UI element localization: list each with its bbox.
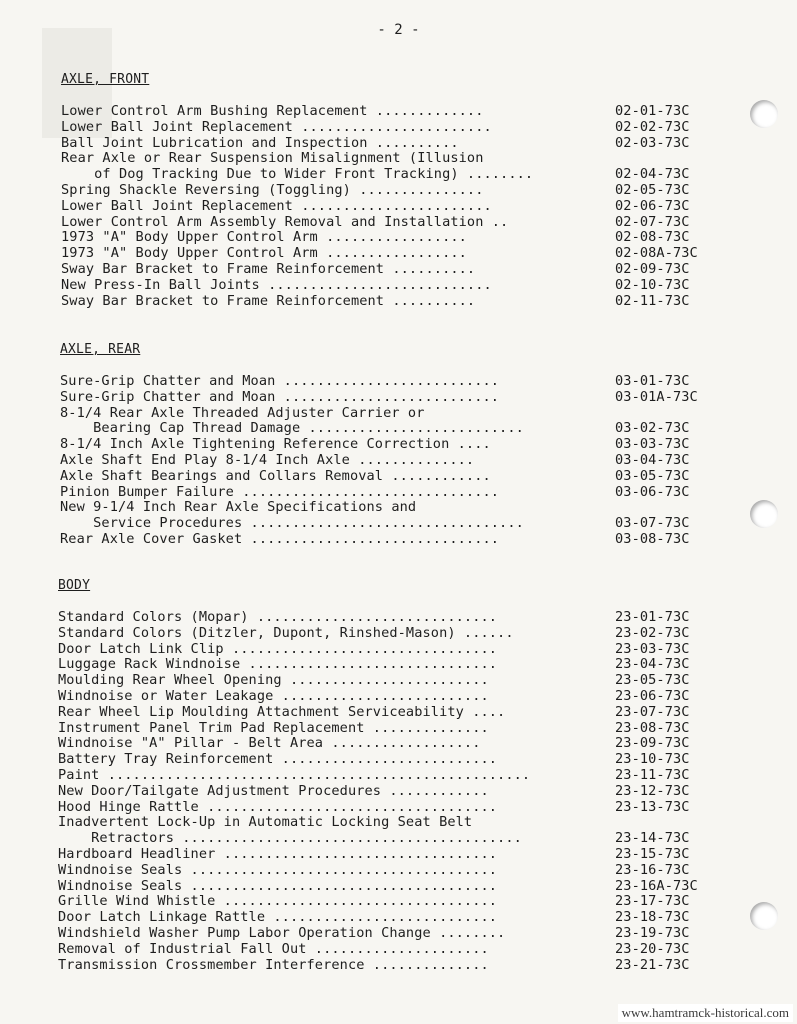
entry-title: Axle Shaft End Play 8-1/4 Inch Axle ..............	[60, 452, 475, 468]
bulletin-number: 02-05-73C	[615, 182, 690, 198]
punch-hole-top	[750, 100, 778, 128]
bulletin-number: 02-10-73C	[615, 276, 690, 293]
bulletin-number: 23-10-73C	[615, 751, 690, 768]
bulletin-number: 03-07-73C	[615, 515, 690, 532]
bulletin-number: 02-02-73C	[615, 118, 690, 135]
entry-title: Windnoise "A" Pillar - Belt Area ..................	[58, 735, 481, 752]
entry-title: Paint ...................................................	[58, 767, 531, 783]
entry-title: Luggage Rack Windnoise ..............................	[58, 656, 498, 673]
bulletin-number: 23-02-73C	[615, 624, 690, 641]
bulletin-number: 23-18-73C	[615, 909, 690, 926]
entry-title: 1973 "A" Body Upper Control Arm .................	[61, 229, 467, 246]
bulletin-number: 23-08-73C	[615, 719, 690, 736]
entry-title: Spring Shackle Reversing (Toggling) ...............	[61, 182, 484, 198]
bulletin-number: 23-15-73C	[615, 846, 690, 862]
bulletin-number: 23-06-73C	[615, 688, 690, 704]
entry-title: Windnoise or Water Leakage .........................	[58, 688, 489, 704]
entry-title: Door Latch Link Clip ................................	[58, 640, 498, 657]
entry-title: Hardboard Headliner .................................	[58, 846, 498, 862]
bulletin-number: 02-06-73C	[615, 197, 690, 214]
entry-title: New 9-1/4 Inch Rear Axle Specifications and Service Procedures .................................	[60, 499, 524, 532]
entry-title: Standard Colors (Mopar) .............................	[58, 609, 498, 625]
bulletin-number: 02-01-73C	[615, 103, 690, 119]
entry-title: Pinion Bumper Failure ...............................	[60, 483, 500, 500]
bulletin-number: 23-05-73C	[615, 672, 690, 689]
bulletin-number: 23-12-73C	[615, 782, 690, 799]
entry-title: Sure-Grip Chatter and Moan ..........................	[60, 373, 500, 389]
entry-title: Windshield Washer Pump Labor Operation Change ........	[58, 925, 506, 941]
entry-title: Sway Bar Bracket to Frame Reinforcement ..........	[61, 261, 476, 277]
entry-title: Windnoise Seals .....................................	[58, 877, 498, 894]
entry-title: Removal of Industrial Fall Out .....................	[58, 940, 489, 957]
bulletin-number: 02-03-73C	[615, 134, 690, 151]
entry-title: Axle Shaft Bearings and Collars Removal ............	[60, 467, 491, 484]
entry-title: Lower Ball Joint Replacement .......................	[61, 197, 492, 214]
bulletin-number: 23-14-73C	[615, 830, 690, 847]
bulletin-number: 03-04-73C	[615, 452, 690, 468]
bulletin-number: 03-06-73C	[615, 483, 690, 500]
bulletin-number: 02-08-73C	[615, 229, 690, 246]
bulletin-number: 23-13-73C	[615, 798, 690, 815]
bulletin-number: 23-16A-73C	[615, 877, 698, 894]
section-heading: AXLE, REAR	[60, 342, 141, 357]
bulletin-number: 03-03-73C	[615, 436, 690, 453]
entry-title: Inadvertent Lock-Up in Automatic Locking Seat Belt Retractors .........................................	[58, 814, 522, 847]
entry-title: Lower Control Arm Bushing Replacement .............	[61, 103, 484, 119]
entry-title: Grille Wind Whistle .................................	[58, 893, 498, 910]
entry-title: Rear Axle Cover Gasket ..............................	[60, 531, 500, 547]
bulletin-number: 23-19-73C	[615, 925, 690, 941]
bulletin-number: 23-11-73C	[615, 767, 690, 783]
entry-title: Rear Axle or Rear Suspension Misalignment (Illusion of Dog Tracking Due to Wider Front Tracking) ........	[61, 150, 534, 183]
bulletin-number: 02-07-73C	[615, 213, 690, 230]
entry-title: 1973 "A" Body Upper Control Arm .................	[61, 245, 467, 262]
entry-title: Door Latch Linkage Rattle ...........................	[58, 909, 498, 926]
bulletin-number: 23-09-73C	[615, 735, 690, 752]
section-heading: AXLE, FRONT	[61, 72, 150, 87]
entry-title: Ball Joint Lubrication and Inspection ..........	[61, 134, 459, 151]
entry-title: Sure-Grip Chatter and Moan ..........................	[60, 388, 500, 405]
bulletin-number: 03-02-73C	[615, 420, 690, 437]
entry-title: New Press-In Ball Joints ...........................	[61, 276, 492, 293]
entry-title: Instrument Panel Trim Pad Replacement ..............	[58, 719, 489, 736]
bulletin-number: 23-07-73C	[615, 703, 690, 720]
punch-hole-middle	[750, 500, 778, 528]
site-watermark[interactable]: www.hamtramck-historical.com	[618, 1004, 793, 1022]
section-heading: BODY	[58, 578, 91, 593]
page-number: - 2 -	[377, 22, 420, 38]
bulletin-number: 02-08A-73C	[615, 245, 698, 262]
bulletin-number: 03-05-73C	[615, 467, 690, 484]
bulletin-number: 03-01A-73C	[615, 388, 698, 405]
entry-title: Hood Hinge Rattle ...................................	[58, 798, 498, 815]
bulletin-number: 02-04-73C	[615, 166, 690, 183]
entry-title: Sway Bar Bracket to Frame Reinforcement ..........	[61, 292, 476, 309]
entry-title: 8-1/4 Rear Axle Threaded Adjuster Carrier or Bearing Cap Thread Damage ..........................	[60, 404, 524, 437]
bulletin-number: 23-16-73C	[615, 861, 690, 878]
entry-title: New Door/Tailgate Adjustment Procedures ............	[58, 782, 489, 799]
bulletin-number: 02-09-73C	[615, 261, 690, 277]
bulletin-number: 23-20-73C	[615, 940, 690, 957]
bulletin-number: 02-11-73C	[615, 292, 690, 309]
bulletin-number: 23-01-73C	[615, 609, 690, 625]
entry-title: Windnoise Seals .....................................	[58, 861, 498, 878]
entry-title: Lower Control Arm Assembly Removal and Installation ..	[61, 213, 509, 230]
entry-title: 8-1/4 Inch Axle Tightening Reference Correction ....	[60, 436, 491, 453]
bulletin-number: 03-08-73C	[615, 531, 690, 547]
bulletin-number: 23-17-73C	[615, 893, 690, 910]
entry-title: Moulding Rear Wheel Opening ........................	[58, 672, 489, 689]
entry-title: Battery Tray Reinforcement ..........................	[58, 751, 498, 768]
entry-title: Lower Ball Joint Replacement .......................	[61, 118, 492, 135]
entry-title: Transmission Crossmember Interference ..............	[58, 956, 489, 973]
entry-title: Rear Wheel Lip Moulding Attachment Serviceability ....	[58, 703, 506, 720]
punch-hole-bottom	[750, 902, 778, 930]
bulletin-number: 23-04-73C	[615, 656, 690, 673]
bulletin-number: 03-01-73C	[615, 373, 690, 389]
bulletin-number: 23-03-73C	[615, 640, 690, 657]
entry-title: Standard Colors (Ditzler, Dupont, Rinshed-Mason) ......	[58, 624, 514, 641]
bulletin-number: 23-21-73C	[615, 956, 690, 973]
